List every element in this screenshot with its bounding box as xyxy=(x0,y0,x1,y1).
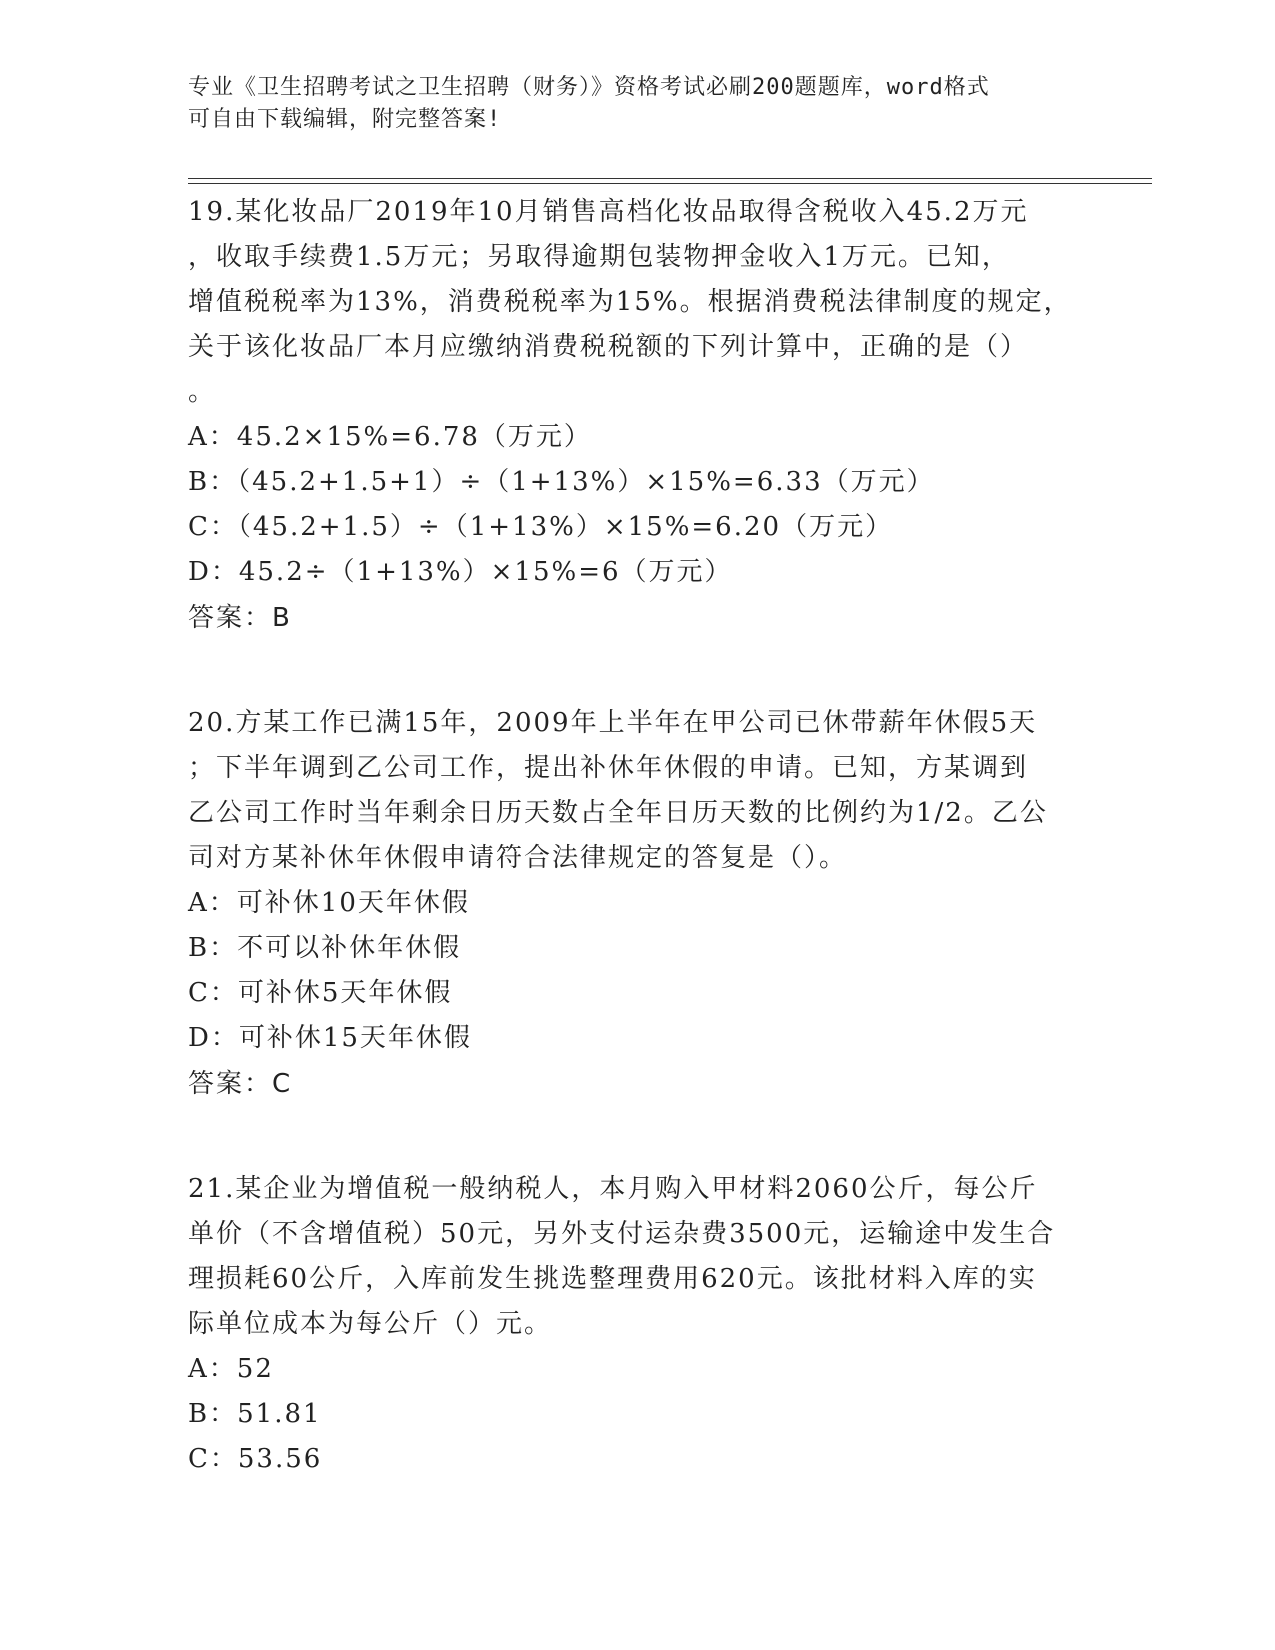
option-c: C：（45.2+1.5）÷（1+13%）×15%=6.20（万元） xyxy=(188,512,894,542)
header-line-1: 专业《卫生招聘考试之卫生招聘（财务）》资格考试必刷200题题库，word格式 xyxy=(188,75,990,100)
option-a: A：可补休10天年休假 xyxy=(188,888,470,918)
question-stem xyxy=(188,1167,1088,1347)
question-20 xyxy=(188,701,1088,1107)
question-text-line: ；下半年调到乙公司工作，提出补休年休假的申请。已知，方某调到 xyxy=(188,753,1029,783)
question-text-line: 21.某企业为增值税一般纳税人，本月购入甲材料2060公斤，每公斤 xyxy=(188,1174,1038,1204)
option-b: B：51.81 xyxy=(188,1399,322,1429)
header-divider-top xyxy=(188,178,1152,179)
question-text-line: 理损耗60公斤，入库前发生挑选整理费用620元。该批材料入库的实 xyxy=(188,1264,1037,1294)
question-text-line: 20.方某工作已满15年，2009年上半年在甲公司已休带薪年休假5天 xyxy=(188,708,1038,738)
option-d: D：45.2÷（1+13%）×15%=6（万元） xyxy=(188,557,733,587)
question-19 xyxy=(188,190,1088,641)
question-text-line: 19.某化妆品厂2019年10月销售高档化妆品取得含税收入45.2万元 xyxy=(188,197,1029,227)
option-b: B：（45.2+1.5+1）÷（1+13%）×15%=6.33（万元） xyxy=(188,467,935,497)
question-spacer xyxy=(188,641,1088,701)
question-spacer xyxy=(188,1107,1088,1167)
option-b: B：不可以补休年休假 xyxy=(188,933,462,963)
question-text-line: 增值税税率为13%，消费税税率为15%。根据消费税法律制度的规定， xyxy=(188,287,1072,317)
question-21 xyxy=(188,1167,1088,1482)
question-text-line: 乙公司工作时当年剩余日历天数占全年日历天数的比例约为1/2。乙公 xyxy=(188,798,1048,828)
question-text-line: 司对方某补休年休假申请符合法律规定的答复是（）。 xyxy=(188,843,848,873)
question-text-line: ，收取手续费1.5万元；另取得逾期包装物押金收入1万元。已知， xyxy=(188,242,1010,272)
option-c: C：53.56 xyxy=(188,1444,323,1474)
document-header xyxy=(188,72,1088,136)
answer: 答案：C xyxy=(188,1069,293,1099)
question-stem xyxy=(188,190,1088,415)
header-divider-bottom xyxy=(188,183,1152,184)
answer: 答案：B xyxy=(188,603,292,633)
question-stem xyxy=(188,701,1088,881)
question-list xyxy=(188,190,1088,1482)
option-a: A：45.2×15%=6.78（万元） xyxy=(188,422,592,452)
option-c: C：可补休5天年休假 xyxy=(188,978,453,1008)
header-line-2: 可自由下载编辑，附完整答案! xyxy=(188,107,502,132)
question-text-line: 。 xyxy=(188,377,217,407)
question-text-line: 际单位成本为每公斤（）元。 xyxy=(188,1309,553,1339)
option-a: A：52 xyxy=(188,1354,274,1384)
option-d: D：可补休15天年休假 xyxy=(188,1023,472,1053)
question-text-line: 关于该化妆品厂本月应缴纳消费税税额的下列计算中，正确的是（） xyxy=(188,332,1029,362)
question-text-line: 单价（不含增值税）50元，另外支付运杂费3500元，运输途中发生合 xyxy=(188,1219,1056,1249)
